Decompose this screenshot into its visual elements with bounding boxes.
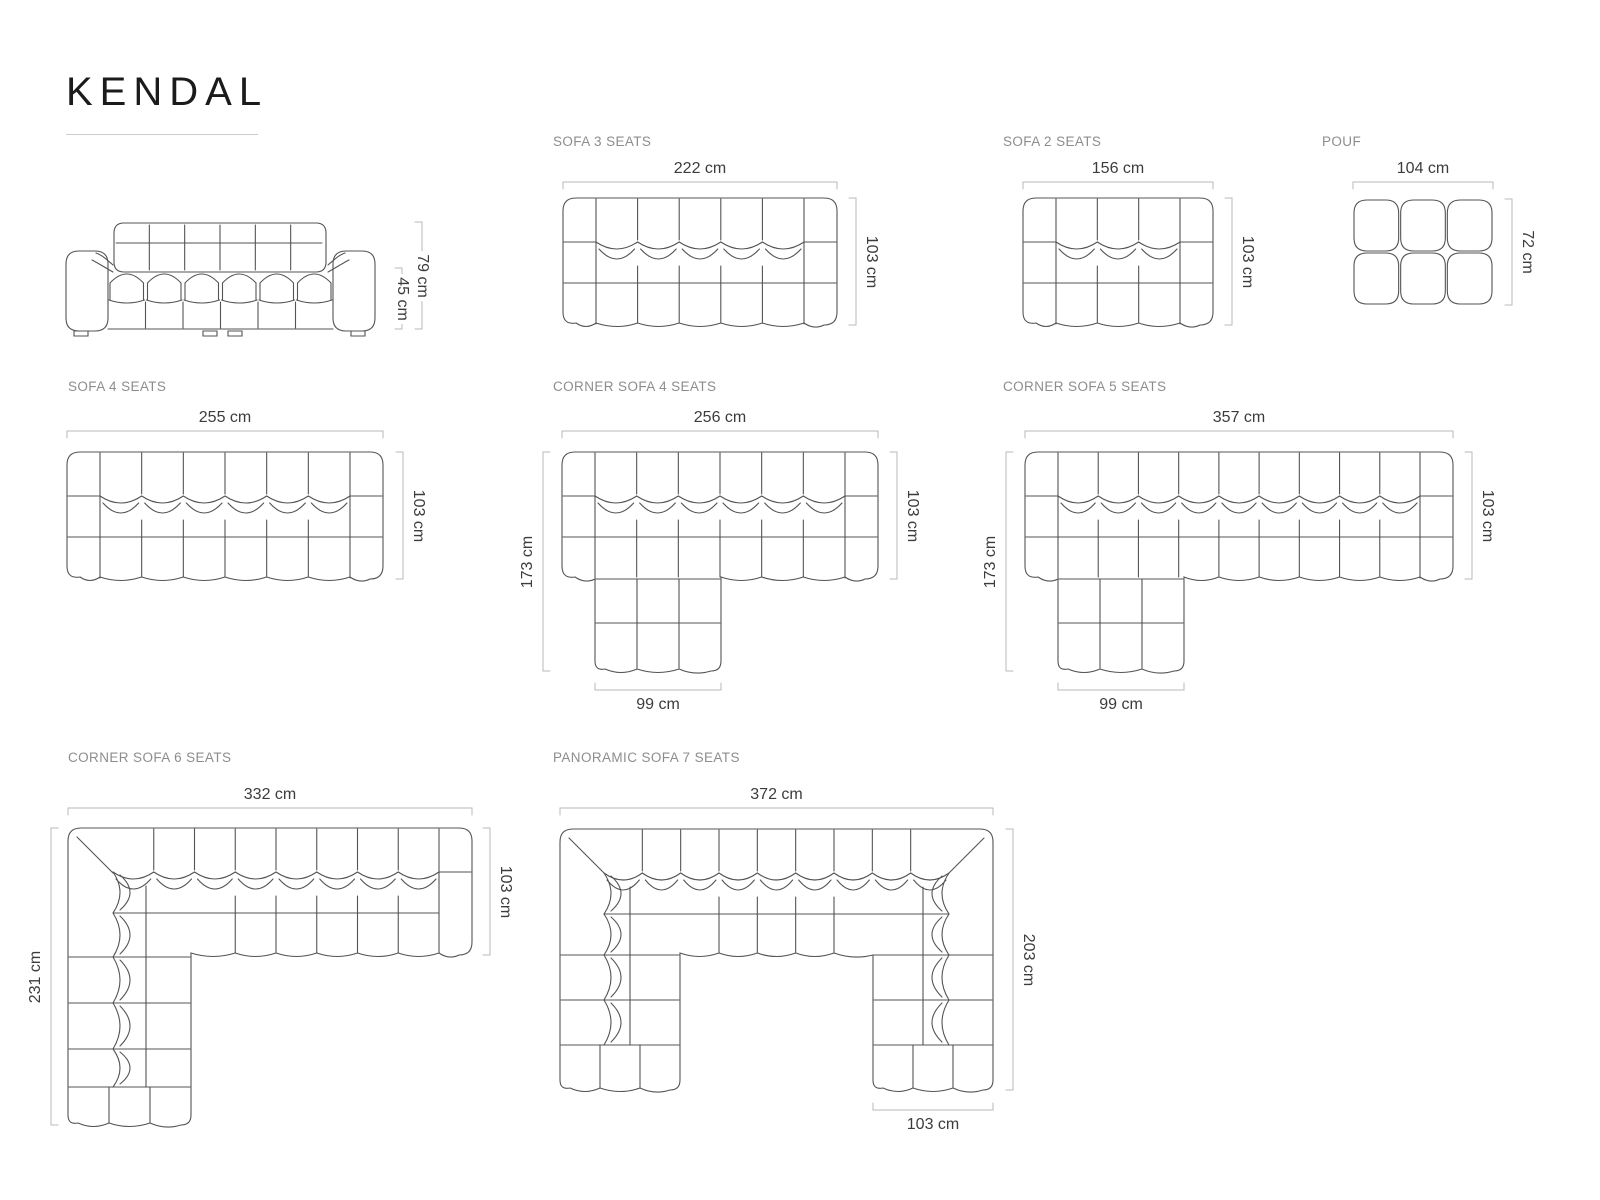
diagram-corner-sofa-5-seats bbox=[1025, 452, 1453, 673]
diagram-sofa-3-seats bbox=[563, 198, 837, 327]
dim-corner-sofa-5-seats-3: 99 cm bbox=[1099, 696, 1143, 713]
dim-corner-sofa-4-seats-2: 103 cm bbox=[904, 489, 921, 542]
dim-pouf-1: 72 cm bbox=[1519, 230, 1536, 274]
collection-title: KENDAL bbox=[66, 70, 269, 114]
section-label-corner-sofa-5-seats: CORNER SOFA 5 SEATS bbox=[1003, 379, 1167, 394]
section-label-sofa-2-seats: SOFA 2 SEATS bbox=[1003, 134, 1102, 149]
dim-corner-sofa-5-seats-1: 173 cm bbox=[982, 535, 999, 588]
diagram-panoramic-sofa-7-seats bbox=[560, 829, 993, 1092]
dim-panoramic-sofa-7-seats-0: 372 cm bbox=[750, 786, 803, 803]
dim-panoramic-sofa-7-seats-2: 103 cm bbox=[906, 1116, 960, 1133]
dim-corner-sofa-5-seats-2: 103 cm bbox=[1479, 489, 1496, 542]
dim-corner-sofa-6-seats-0: 332 cm bbox=[243, 786, 297, 803]
diagram-sofa-4-seats bbox=[67, 452, 383, 581]
dim-corner-sofa-6-seats-1: 231 cm bbox=[27, 950, 44, 1003]
dim-sofa-3-seats-1: 103 cm bbox=[863, 235, 880, 288]
dim-sofa-2-seats-0: 156 cm bbox=[1091, 160, 1145, 177]
diagram-corner-sofa-4-seats bbox=[562, 452, 878, 673]
section-label-sofa-3-seats: SOFA 3 SEATS bbox=[553, 134, 652, 149]
dim-panoramic-sofa-7-seats-1: 203 cm bbox=[1020, 933, 1037, 986]
dim-kendal-front-0: 79 cm bbox=[412, 251, 432, 301]
dim-lines-corner-sofa-5-seats bbox=[1006, 431, 1472, 690]
dim-pouf-0: 104 cm bbox=[1396, 160, 1450, 177]
section-label-sofa-4-seats: SOFA 4 SEATS bbox=[68, 379, 167, 394]
section-label-corner-sofa-4-seats: CORNER SOFA 4 SEATS bbox=[553, 379, 717, 394]
dim-lines-sofa-2-seats bbox=[1023, 182, 1232, 325]
dim-sofa-4-seats-0: 255 cm bbox=[198, 409, 252, 426]
dim-lines-sofa-4-seats bbox=[67, 431, 403, 579]
dim-lines-corner-sofa-6-seats bbox=[51, 808, 490, 1125]
dim-sofa-2-seats-1: 103 cm bbox=[1239, 235, 1256, 288]
dim-lines-panoramic-sofa-7-seats bbox=[560, 808, 1013, 1110]
dim-lines-sofa-3-seats bbox=[563, 182, 856, 325]
dim-kendal-front-1: 45 cm bbox=[392, 274, 412, 324]
section-label-corner-sofa-6-seats: CORNER SOFA 6 SEATS bbox=[68, 750, 232, 765]
diagram-sofa-2-seats bbox=[1023, 198, 1213, 327]
dim-sofa-4-seats-1: 103 cm bbox=[410, 489, 427, 542]
dim-corner-sofa-4-seats-1: 173 cm bbox=[519, 535, 536, 588]
section-label-panoramic-sofa-7-seats: PANORAMIC SOFA 7 SEATS bbox=[553, 750, 740, 765]
section-label-pouf: POUF bbox=[1322, 134, 1362, 149]
title-underline bbox=[66, 134, 258, 135]
dim-corner-sofa-5-seats-0: 357 cm bbox=[1212, 409, 1266, 426]
dim-sofa-3-seats-0: 222 cm bbox=[673, 160, 727, 177]
diagram-pouf bbox=[1354, 200, 1492, 304]
dim-corner-sofa-6-seats-2: 103 cm bbox=[497, 865, 514, 918]
diagram-corner-sofa-6-seats bbox=[68, 828, 472, 1127]
dim-corner-sofa-4-seats-0: 256 cm bbox=[693, 409, 747, 426]
dim-corner-sofa-4-seats-3: 99 cm bbox=[636, 696, 680, 713]
diagram-kendal-front bbox=[66, 223, 375, 336]
